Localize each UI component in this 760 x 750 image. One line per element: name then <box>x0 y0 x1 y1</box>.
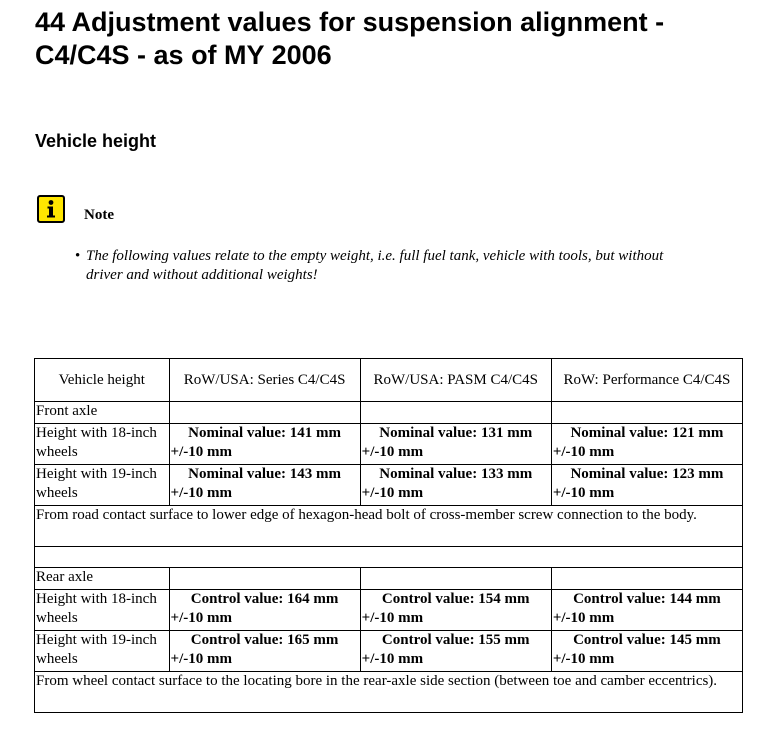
row-label: Height with 18-inch wheels <box>35 590 170 631</box>
row-label: Height with 19-inch wheels <box>35 631 170 672</box>
table-cell: Control value: 155 mm +/-10 mm <box>360 631 551 672</box>
table-cell: Nominal value: 141 mm +/-10 mm <box>169 424 360 465</box>
table-cell: Control value: 145 mm +/-10 mm <box>551 631 742 672</box>
table-cell: Nominal value: 123 mm +/-10 mm <box>551 465 742 506</box>
rear-axle-description: From wheel contact surface to the locating bore in the rear-axle side section (between toe and camber eccentrics). <box>35 672 743 713</box>
table-row <box>35 547 743 568</box>
table-cell: Control value: 165 mm +/-10 mm <box>169 631 360 672</box>
table-cell: Control value: 164 mm +/-10 mm <box>169 590 360 631</box>
info-icon <box>37 195 65 223</box>
header-vehicle-height: Vehicle height <box>35 359 170 402</box>
section-title: Vehicle height <box>35 131 157 151</box>
note-text-line-1: The following values relate to the empty weight, i.e. full fuel tank, vehicle with tools, but without <box>86 248 664 264</box>
rear-axle-label: Rear axle <box>35 568 170 590</box>
note-label: Note <box>84 207 114 223</box>
note-text-line-2: driver and without additional weights! <box>86 267 318 283</box>
page-title: 44 Adjustment values for suspension alignment - C4/C4S - as of MY 2006 <box>35 7 665 70</box>
table-row <box>35 402 743 424</box>
row-label: Height with 19-inch wheels <box>35 465 170 506</box>
header-pasm: RoW/USA: PASM C4/C4S <box>360 359 551 402</box>
table-cell: Nominal value: 131 mm +/-10 mm <box>360 424 551 465</box>
table-row <box>35 672 743 713</box>
table-row <box>35 631 743 672</box>
vehicle-height-table <box>34 358 743 713</box>
table-cell: Control value: 144 mm +/-10 mm <box>551 590 742 631</box>
note-text <box>75 247 725 285</box>
table-cell: Nominal value: 121 mm +/-10 mm <box>551 424 742 465</box>
table-row <box>35 568 743 590</box>
table-cell: Control value: 154 mm +/-10 mm <box>360 590 551 631</box>
row-label: Height with 18-inch wheels <box>35 424 170 465</box>
header-performance: RoW: Performance C4/C4S <box>551 359 742 402</box>
header-series: RoW/USA: Series C4/C4S <box>169 359 360 402</box>
table-row <box>35 465 743 506</box>
table-row <box>35 424 743 465</box>
table-row <box>35 506 743 547</box>
bullet-icon: • <box>75 248 81 264</box>
table-cell: Nominal value: 143 mm +/-10 mm <box>169 465 360 506</box>
front-axle-label: Front axle <box>35 402 170 424</box>
table-cell: Nominal value: 133 mm +/-10 mm <box>360 465 551 506</box>
table-header-row <box>35 359 743 402</box>
front-axle-description: From road contact surface to lower edge of hexagon-head bolt of cross-member screw connection to the body. <box>35 506 743 547</box>
table-row <box>35 590 743 631</box>
